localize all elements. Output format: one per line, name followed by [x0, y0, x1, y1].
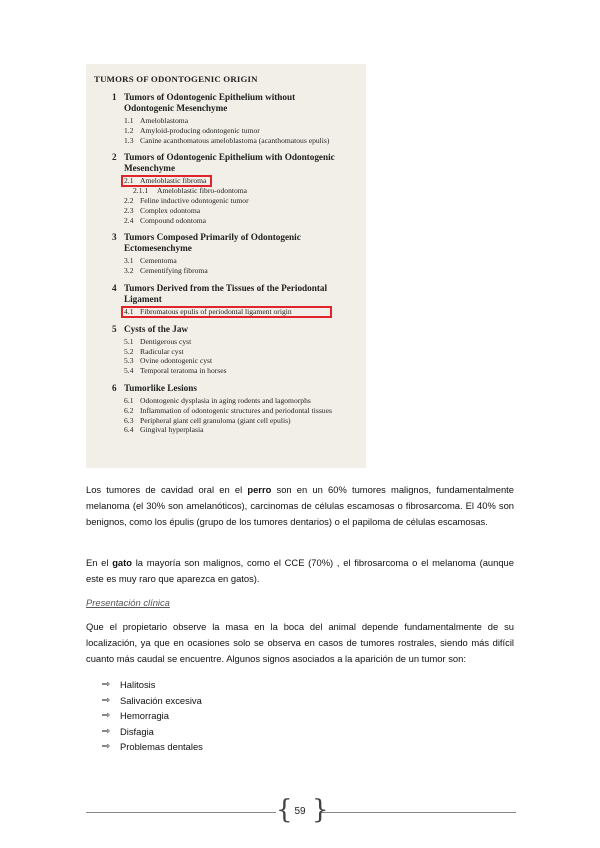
item-number: 5.4 — [124, 366, 134, 376]
figure-section — [112, 232, 366, 276]
item-text: Complex odontoma — [140, 205, 201, 215]
item-number: 4.1 — [124, 306, 134, 316]
paragraph-cat — [86, 555, 514, 587]
list-item — [124, 216, 366, 226]
signs-list — [102, 677, 203, 755]
highlighted-list-item — [124, 176, 332, 186]
arrow-bullet-icon: ⇨ — [102, 710, 111, 722]
section-heading — [112, 283, 366, 305]
item-text: Dentigerous cyst — [140, 336, 192, 346]
item-text: Ameloblastoma — [140, 116, 189, 125]
sign-text: Salivación excesiva — [120, 694, 202, 706]
list-item — [124, 206, 366, 216]
list-item — [124, 266, 366, 276]
arrow-bullet-icon: ⇨ — [102, 694, 111, 706]
para1-bold: perro — [247, 484, 272, 495]
figure-sections — [94, 92, 366, 435]
section-title: Tumors of Odontogenic Epithelium without Odontogenic Mesenchyme — [124, 92, 296, 113]
sign-text: Problemas dentales — [120, 741, 203, 753]
left-brace-ornament: { — [276, 795, 293, 825]
sign-list-item — [102, 693, 203, 709]
sign-list-item — [102, 677, 203, 693]
item-number: 5.1 — [124, 336, 134, 346]
figure-title: TUMORS OF ODONTOGENIC ORIGIN — [94, 74, 258, 84]
item-number: 5.2 — [124, 346, 134, 356]
item-number: 6.1 — [124, 395, 134, 405]
list-item — [124, 126, 366, 136]
item-number: 2.4 — [124, 215, 134, 225]
list-item — [124, 136, 366, 146]
footer-rule-right — [320, 812, 516, 813]
item-text: Peripheral giant cell granuloma (giant cell epulis) — [140, 415, 291, 425]
section-heading — [112, 152, 366, 174]
item-text: Gingival hyperplasia — [140, 425, 204, 435]
section-number: 2 — [112, 152, 117, 163]
item-number: 6.2 — [124, 405, 134, 415]
figure-section — [112, 92, 366, 145]
para1-text-b: son en un 60% tumores malignos, fundamentalmente melanoma (el 30% son amelanóticos), carcinomas de células escamosas o fibrosarcoma. El 40% son benignos, como los épulis (grupo de los tumores dentarios) o el papiloma de células escamosas. — [86, 484, 514, 527]
item-number: 6.4 — [124, 425, 134, 435]
section-heading-clinical: Presentación clínica — [86, 597, 170, 608]
list-item — [124, 425, 366, 435]
red-highlight-box — [121, 306, 332, 318]
highlighted-list-item — [124, 307, 332, 317]
para1-text-a: Los tumores de cavidad oral en el — [86, 484, 248, 495]
sign-list-item — [102, 724, 203, 740]
item-number: 2.3 — [124, 205, 134, 215]
arrow-bullet-icon: ⇨ — [102, 725, 111, 737]
section-number: 5 — [112, 323, 117, 334]
item-number: 2.1.1 — [133, 186, 149, 196]
section-title: Tumors Derived from the Tissues of the Periodontal Ligament — [124, 282, 328, 304]
list-item — [124, 396, 366, 406]
sign-list-item — [102, 739, 203, 755]
list-item — [124, 337, 366, 347]
sign-list-item — [102, 708, 203, 724]
para2-bold: gato — [112, 557, 132, 568]
sign-text: Halitosis — [120, 679, 156, 690]
odontogenic-tumor-table-figure — [86, 64, 366, 468]
section-number: 3 — [112, 232, 117, 243]
para2-text-b: la mayoría son malignos, como el CCE (70%) , el fibrosarcoma o el melanoma (aunque este es muy raro que aparezca en gatos). — [86, 557, 514, 584]
item-text: Radicular cyst — [140, 346, 184, 356]
item-text: Fibromatous epulis of periodontal ligament origin — [140, 306, 292, 316]
figure-section — [112, 324, 366, 376]
arrow-bullet-icon: ⇨ — [102, 741, 111, 753]
paragraph-clinical: Que el propietario observe la masa en la boca del animal depende fundamentalmente de su localización, ya que en ocasiones solo se observa en casos de tumores rostrales, siendo más difícil cuanto más caudal se encuentre. Algunos signos asociados a la aparición de un tumor son: — [86, 621, 514, 664]
item-text: Canine acanthomatous ameloblastoma (acanthomatous epulis) — [140, 135, 330, 145]
sign-text: Disfagia — [120, 725, 154, 737]
section-number: 4 — [112, 282, 117, 293]
section-number: 6 — [112, 382, 117, 393]
para2-text-a: En el — [86, 557, 113, 568]
list-item — [124, 416, 366, 426]
section-title: Cysts of the Jaw — [124, 323, 189, 334]
item-number: 1.3 — [124, 135, 134, 145]
item-number: 1.2 — [124, 125, 134, 135]
section-heading — [112, 92, 366, 114]
item-text: Cementifying fibroma — [140, 266, 208, 276]
paragraph-dog — [86, 482, 514, 529]
item-text: Ovine odontogenic cyst — [140, 356, 213, 366]
item-number: 1.1 — [124, 116, 134, 125]
item-number: 2.2 — [124, 195, 134, 205]
item-text: Compound odontoma — [140, 215, 207, 225]
item-text: Amyloid-producing odontogenic tumor — [140, 125, 260, 135]
page-number: 59 — [294, 806, 306, 817]
item-number: 6.3 — [124, 415, 134, 425]
item-text: Feline inductive odontogenic tumor — [140, 195, 249, 205]
list-item — [133, 186, 366, 196]
figure-section — [112, 152, 366, 225]
list-item — [124, 116, 366, 126]
section-heading — [112, 232, 366, 254]
item-text: Inflammation of odontogenic structures and periodontal tissues — [140, 405, 332, 415]
list-item — [124, 256, 366, 266]
section-title: Tumorlike Lesions — [124, 382, 197, 393]
section-title: Tumors of Odontogenic Epithelium with Odontogenic Mesenchyme — [124, 152, 335, 174]
list-item — [124, 196, 366, 206]
figure-section — [112, 283, 366, 317]
item-text: Cementoma — [140, 256, 177, 266]
item-number: 2.1 — [124, 176, 134, 186]
list-item — [124, 356, 366, 366]
item-number: 3.1 — [124, 256, 134, 266]
list-item — [124, 366, 366, 376]
section-heading — [112, 324, 366, 335]
list-item — [124, 406, 366, 416]
section-number: 1 — [112, 92, 117, 102]
item-number: 3.2 — [124, 266, 134, 276]
section-title: Tumors Composed Primarily of Odontogenic Ectomesenchyme — [124, 232, 301, 254]
arrow-bullet-icon: ⇨ — [102, 679, 111, 690]
figure-section — [112, 383, 366, 435]
item-number: 5.3 — [124, 356, 134, 366]
list-item — [124, 347, 366, 357]
item-text: Ameloblastic fibroma — [140, 176, 207, 186]
item-text: Temporal teratoma in horses — [140, 366, 227, 376]
item-text: Ameloblastic fibro-odontoma — [157, 186, 248, 196]
item-text: Odontogenic dysplasia in aging rodents and lagomorphs — [140, 395, 311, 405]
section-heading — [112, 383, 366, 394]
right-brace-ornament: } — [312, 795, 329, 825]
footer-rule-left — [86, 812, 276, 813]
sign-text: Hemorragia — [120, 710, 169, 722]
